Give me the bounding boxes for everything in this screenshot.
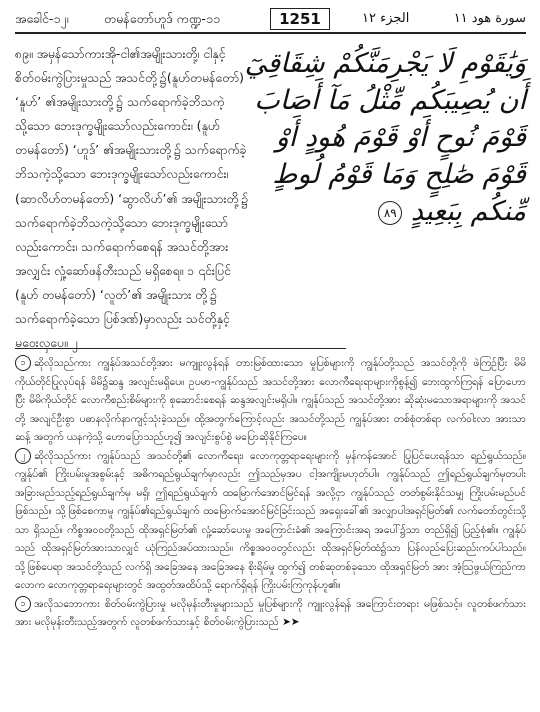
footnote-marker: ၁ [15,355,31,371]
translation-line: တမန်တော်) ‘ဟူဒ်’ ၏အမျိုးသားတို့၌ သက်ရောက်ခဲ့ [15,143,247,158]
chapter-mid-label: တမန်တော်ဟူဒ် ကဏ္ဍ-၁၁ [104,11,221,26]
translation-line: (နူဟ် တမန်တော်) ‘လူတ်’၏ အမျိုးသား တို့၌ [15,287,218,302]
surah-label: سورة هود ١١ [453,11,526,26]
footnote-text: ဆိုလိုသည်ကား ကျွန်ုပ်သည် အသင်တို့၏ လောကီရေး၊ လောကုတ္တရာရေးများကို မှန်ကန်အောင် ပြုပြင်ပေးရန်သာ ရည်ရွယ်သည်။ ကျွန်ုပ်၏ ကြိုးပမ်းမှုအစွမ်းနှင့် အဓိကရည်ရွယ်ချက်မှာလည်း ဤသည်မှအပ ငါ့အကျိုးမဟုတ်ပါ။ ကျွန်ုပ်သည် ဤရည်ရွယ်ချက်မှတပါး အခြားမည်သည့်ရည်ရွယ်ချက်မှ မရှိ၊ ဤရည်ရွယ်ချက် ထမြောက်အောင်မြင်ရန် အလို့ငှာ ကျွန်ုပ်သည် တတ်စွမ်းနိုင်သမျှ ကြိုးပမ်းမည်ပင်ဖြစ်သည်။ သို့ဖြစ်စေကာမူ ကျွန်ုပ်၏ရည်ရွယ်ချက် ထမြောက်အောင်မြင်ခြင်းသည် အရှေးခေါ်၏ အလျှာပါအရှင်မြတ်၏ လက်တော်တွင်းသို့သာ ရှိသည်။ ကိစ္စအဝဝတို့သည် ထိုအရှင်မြတ်၏ လှုံ့ဆော်ပေးမှု အကြောင်းခံ၏ အကြောင်းအရ အပေါ်၌သာ တည်ရှိ၍ ပြည့်စုံ၏။ ကျွန်ုပ်သည် ထိုအရှင်မြတ်အားသာလျှင် ယုံကြည်အပ်ထားသည်။ ကိစ္စအဝဝတွင်လည်း ထိုအရှင်မြတ်ထံ၌သာ ပြန်လည်ပြေးဆည်းကပ်ပါသည်။ သို့ဖြစ်ပေရာ အသင်တို့သည် လက်ရှိ အခြေအနေ အခြေအနေ စိုးရိမ်မှု ထွက်၍ တစ်ဆုတစ်ခုသော ထိုအရှင်မြတ် အား အံ့ဩဖွယ်ကြည်ကာ လောက လောကုတ္တရာရေးများတွင် အထွတ်အထိပ်သို့ ရောက်ရှိရန် ကြိုးပမ်းကြကုန်ဟူ၏။ [15,449,526,591]
translation-line: သို့သော ဘေးဒုက္ခမျိုးသော်လည်းကောင်း၊ (နူဟ် [15,119,220,134]
arabic-verse-text: مِّنكُم بِبَعِيدٍ [410,196,526,227]
translation-line: (ဆာလိဟ်တမန်တော်) ‘ဆွာလိဟ်’၏ အမျိုးသားတို့၌ [15,191,249,206]
chapter-left-label: အခေါင်-၁၂၊ [15,11,69,26]
footnote-text: ဆိုလိုသည်ကား ကျွန်ုပ်အသင်တို့အား မကျူးလွန်ရန် တားမြစ်ထားသော မှုပြစ်များကို ကျွန်ုပ်တို့သည် အသင်တို့ကို ဖဲကြဉ်ပြီး မိမိကိုယ်တိုင်ပြုလုပ်ရန် မိမိ၌ဆန္ဒ အလျင်းမရှိပေ။ ဥပမာ-ကျွန်ုပ်သည် အသင်တို့အား လောကီရေးရာများကိုစွန့်၍ ဘေးထွက်ကြရန် ပြောဟောပြီး မိမိကိုယ်တိုင် လောကီစည်းစိမ်များကို စုဆောင်းစေရန် ဆန္ဒအလျင်းမရှိပါ။ ကျွန်ုပ်သည် အသင်တို့အား ဆိုဆုံးမသောအရာများကို အသင်တို့ အလျင်ဦးစွာ ပဓာနလိုက်နာကျင့်သုံးခဲ့သည်။ ထို့အတွက်ကြောင့်လည်း အသင်တို့သည် ကျွန်ုပ်အား တစ်စုံတစ်ရာ လက်ဝါးလာ အားသာဆန့် အတွက် ယနကဲ့သို့ ဟောပြောသည်ဟူ၍ အလျင်းစွပ်စွဲ မပြောဆိုနိုင်ကြပေ။ [15,357,526,443]
arabic-verse-line: وَيَٰقَوْمِ لَا يَجْرِمَنَّكُمْ شِقَاقِيٓ [244,48,526,79]
translation-line: ဘိသကဲ့သို့သော ဘေးဒုက္ခမျိုးသော်လည်းကောင်း၊ [15,167,229,182]
arabic-verse-line: أَن يُصِيبَكُم مِّثْلُ مَآ أَصَابَ [254,85,526,116]
arabic-verse-line [311,194,526,229]
page-header [15,8,526,34]
footnote-item [15,354,526,447]
footnote-item [15,447,526,595]
arabic-verse-column [244,46,526,231]
translation-line: ၈၉။ အမှန်သော်ကားအို-ငါ၏အမျိုးသားတို့၊ ငါနှင့် [15,47,226,61]
footnote-marker: ၁ [15,596,31,612]
translation-line: လည်းကောင်း၊ သက်ရောက်စေရန် အသင်တို့အား [15,239,229,254]
translation-line: စိတ်ဝမ်းကွဲပြားမှုသည် အသင်တို့၌(နူဟ်တမန်တော်) [15,71,244,86]
arabic-verse-line: قَوْمَ نُوحٍ أَوْ قَوْمَ هُودٍ أَوْ [275,122,526,153]
arabic-verse-line: قَوْمَ صَٰلِحٍ وَمَا قَوْمُ لُوطٍ [272,159,526,190]
footnote-marker: ၂ [15,448,31,464]
footnote-item [15,595,526,632]
translation-line: အလျှင်း လှုံ့ဆော်ဖန်တီးသည် မရှိစေရ။ ၁ ၎င်းပြင် [15,263,231,278]
page-number: 1251 [270,8,330,30]
footnote-divider [15,348,346,349]
ayah-number-marker: ٨٩ [378,201,402,225]
translation-line: ‘နူဟ်’ ၏အမျိုးသားတို့၌ သက်ရောက်ခဲ့ဘိသကဲ့ [15,95,225,110]
translation-line: သက်ရောက်ခဲ့သော ပြစ်ဒဏ်)မှာလည်း သင်တို့နှင့် [15,312,230,327]
juz-label: الجزء ١٢ [362,11,410,26]
footnotes-section [15,354,526,632]
translation-line: မဝေးလှပေ။ ၂ [15,336,78,351]
footnote-text: အလိုသဘောကား စိတ်ဝမ်းကွဲပြားမှု မလိုမုန်းတီးမှုများသည် မှုပြစ်များကို ကျူးလွန်ရန် အကြောင်းတရား မဖြစ်သင့်။ လူတစ်ဖက်သားအား မလိုမုန်းတီးသည့်အတွက် လူတစ်ဖက်သားနှင့် စိတ်ဝမ်းကွဲပြားသည် ➤➤ [15,597,526,628]
translation-line: သက်ရောက်ခဲ့ဘိသကဲ့သို့သော ဘေးဒုက္ခမျိုးသော် [15,215,228,230]
